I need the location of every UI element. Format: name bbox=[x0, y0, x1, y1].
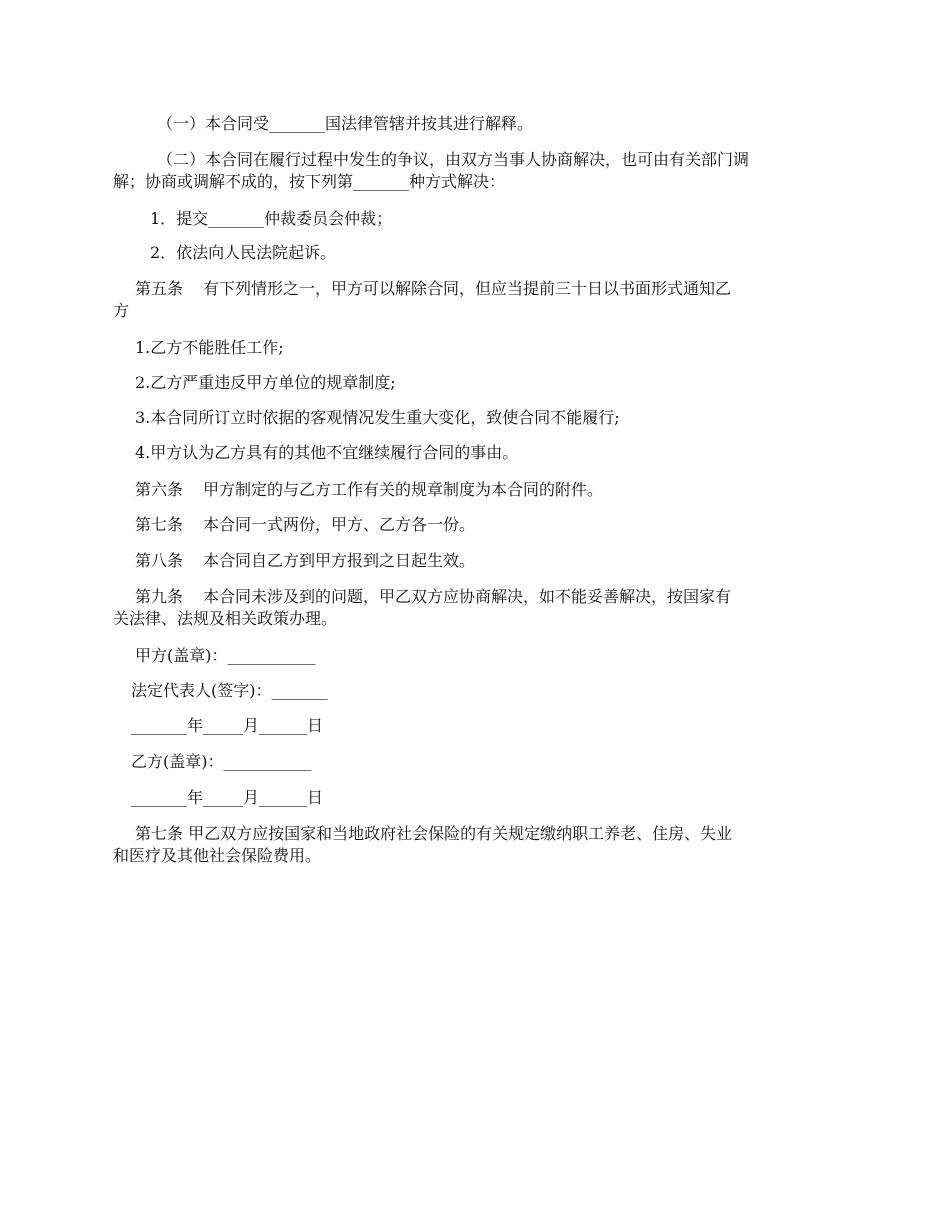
article-9-text-line-2: 关法律、法规及相关政策办理。 bbox=[113, 609, 338, 628]
article-5-line-1 bbox=[135, 278, 731, 300]
article-7-text: 本合同一式两份，甲方、乙方各一份。 bbox=[203, 515, 476, 534]
dispute-option-2: 2．依法向人民法院起诉。 bbox=[150, 243, 337, 262]
article-5-heading: 第五条 bbox=[135, 279, 184, 298]
article-5-text-line-1: 有下列情形之一，甲方可以解除合同，但应当提前三十日以书面形式通知乙 bbox=[203, 279, 732, 298]
article-7 bbox=[135, 514, 475, 536]
extra-article-7-line-1: 第七条 甲乙双方应按国家和当地政府社会保险的有关规定缴纳职工养老、住房、失业 bbox=[135, 824, 733, 843]
dispute-clause-1: （一）本合同受_______国法律管辖并按其进行解释。 bbox=[157, 114, 534, 133]
article-6 bbox=[135, 479, 603, 501]
dispute-clause-2-line-1: （二）本合同在履行过程中发生的争议，由双方当事人协商解决，也可由有关部门调 bbox=[157, 150, 750, 169]
party-b-seal: 乙方(盖章)：___________ bbox=[131, 752, 312, 771]
article-5-item-1: 1.乙方不能胜任工作; bbox=[135, 338, 284, 357]
party-a-seal: 甲方(盖章)：___________ bbox=[135, 646, 316, 665]
article-6-heading: 第六条 bbox=[135, 480, 184, 499]
article-8-text: 本合同自乙方到甲方报到之日起生效。 bbox=[203, 551, 476, 570]
article-5-item-3: 3.本合同所订立时依据的客观情况发生重大变化，致使合同不能履行; bbox=[135, 408, 620, 427]
extra-article-7-line-2: 和医疗及其他社会保险费用。 bbox=[113, 846, 322, 865]
article-6-text: 甲方制定的与乙方工作有关的规章制度为本合同的附件。 bbox=[203, 480, 604, 499]
article-5-item-2: 2.乙方严重违反甲方单位的规章制度; bbox=[135, 373, 396, 392]
article-7-heading: 第七条 bbox=[135, 515, 184, 534]
party-b-date: _______年_____月______日 bbox=[131, 788, 324, 807]
dispute-clause-2-line-2: 解；协商或调解不成的，按下列第_______种方式解决： bbox=[113, 172, 506, 191]
dispute-option-1: 1．提交_______仲裁委员会仲裁； bbox=[150, 209, 393, 228]
article-5-text-line-2: 方 bbox=[113, 301, 130, 320]
article-5-item-4: 4.甲方认为乙方具有的其他不宜继续履行合同的事由。 bbox=[135, 443, 519, 462]
article-8 bbox=[135, 550, 475, 572]
article-9-text-line-1: 本合同未涉及到的问题，甲乙双方应协商解决，如不能妥善解决，按国家有 bbox=[203, 587, 732, 606]
party-a-date: _______年_____月______日 bbox=[131, 716, 324, 735]
article-8-heading: 第八条 bbox=[135, 551, 184, 570]
legal-representative-signature: 法定代表人(签字)：_______ bbox=[131, 681, 328, 700]
article-9-line-1 bbox=[135, 586, 731, 608]
article-9-heading: 第九条 bbox=[135, 587, 184, 606]
